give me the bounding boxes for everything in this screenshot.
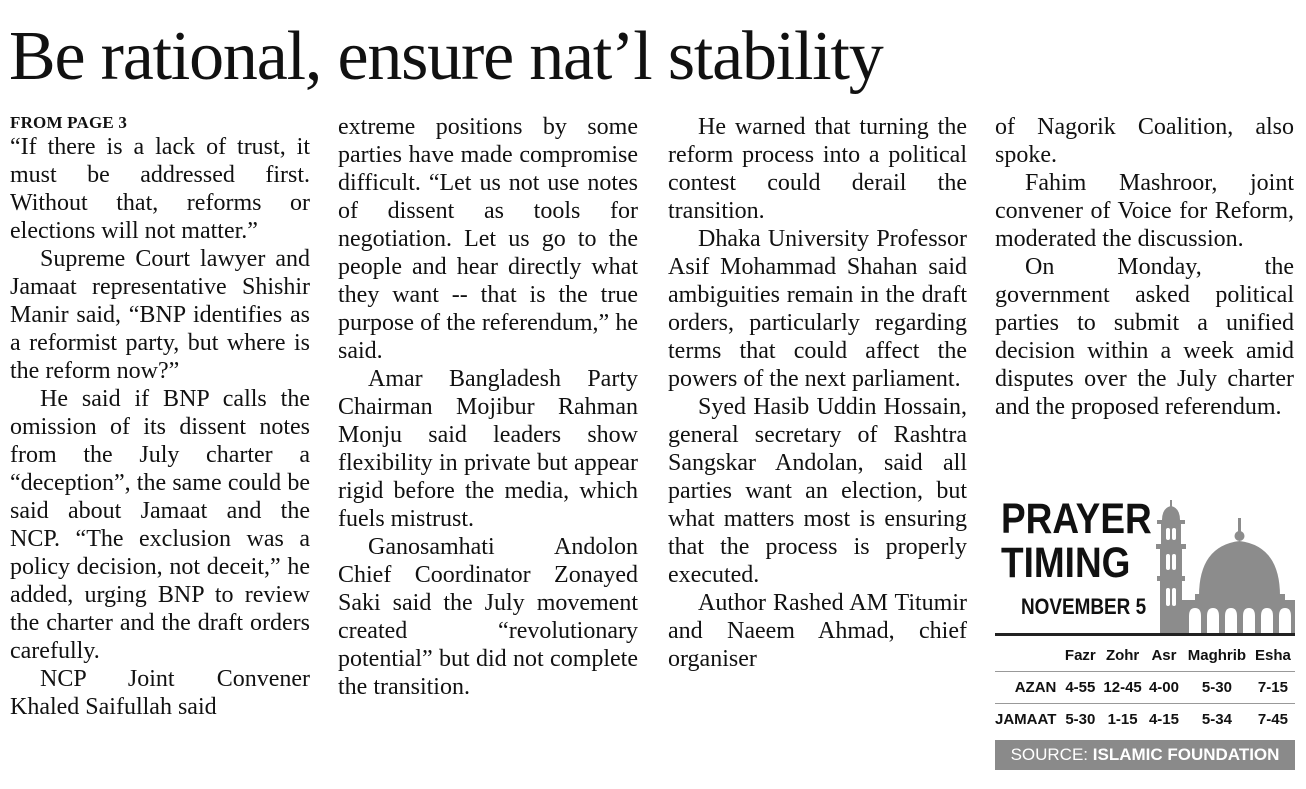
- paragraph: He warned that turning the reform process into a political contest could derail the transition.: [668, 114, 967, 224]
- paragraph: On Monday, the government asked political parties to submit a unified decision within a week amid disputes over the July charter and the proposed referendum.: [995, 254, 1294, 420]
- time-cell: 1-15: [1100, 704, 1145, 736]
- article-column-4: [995, 113, 1294, 421]
- row-label: AZAN: [995, 672, 1060, 704]
- source-prefix: SOURCE:: [1010, 745, 1089, 764]
- mosque-icon: [1145, 496, 1295, 636]
- paragraph: of Nagorik Coalition, also spoke.: [995, 114, 1294, 168]
- paragraph: “If there is a lack of trust, it must be addressed first. Without that, reforms or elections will not matter.”: [10, 134, 310, 244]
- time-cell: 7-45: [1251, 704, 1295, 736]
- column-header: Zohr: [1105, 647, 1140, 664]
- prayer-title-line1: PRAYER: [1001, 495, 1152, 543]
- paragraph: Ganosamhati Andolon Chief Coordinator Zonayed Saki said the July movement created “revolutionary potential” but did not complete the transition.: [338, 534, 638, 700]
- paragraph: Dhaka University Professor Asif Mohammad Shahan said ambiguities remain in the draft orders, particularly regarding terms that could affect the powers of the next parliament.: [668, 226, 967, 392]
- prayer-date: NOVEMBER 5: [1021, 594, 1147, 619]
- time-cell: 5-34: [1183, 704, 1251, 736]
- paragraph: Syed Hasib Uddin Hossain, general secretary of Rashtra Sangskar Andolan, said all parties want an election, but what matters most is ensuring that the process is properly executed.: [668, 394, 967, 588]
- table-top-rule: [995, 633, 1295, 636]
- source-credit: [995, 740, 1295, 770]
- time-cell: 12-45: [1100, 672, 1145, 704]
- paragraph: Author Rashed AM Titumir and Naeem Ahmad, chief organiser: [668, 590, 967, 672]
- time-cell: 7-15: [1251, 672, 1295, 704]
- time-cell: 5-30: [1183, 672, 1251, 704]
- article-column-1: [10, 113, 310, 721]
- headline: Be rational, ensure nat’l stability: [9, 18, 883, 95]
- paragraph: NCP Joint Convener Khaled Saifullah said: [10, 666, 310, 720]
- paragraph: Fahim Mashroor, joint convener of Voice for Reform, moderated the discussion.: [995, 170, 1294, 252]
- source-name: ISLAMIC FOUNDATION: [1092, 745, 1280, 764]
- row-label: JAMAAT: [995, 704, 1060, 736]
- time-cell: 4-15: [1145, 704, 1183, 736]
- column-header: Esha: [1255, 647, 1291, 664]
- article-column-3: [668, 113, 967, 673]
- time-cell: 4-00: [1145, 672, 1183, 704]
- table-header-row: [995, 640, 1295, 672]
- prayer-title-line2: TIMING: [1001, 539, 1131, 587]
- column-header: Asr: [1151, 647, 1177, 664]
- article-column-2: [338, 113, 638, 701]
- paragraph: Supreme Court lawyer and Jamaat representative Shishir Manir said, “BNP identifies as a reformist party, but where is the reform now?”: [10, 246, 310, 384]
- table-row: [995, 672, 1295, 704]
- time-cell: 5-30: [1060, 704, 1100, 736]
- prayer-timing-box: [995, 490, 1295, 780]
- table-row: [995, 704, 1295, 736]
- paragraph: extreme positions by some parties have made compromise difficult. “Let us not use notes of dissent as tools for negotiation. Let us go to the people and hear directly what they want -- that is the true purpose of the referendum,” he said.: [338, 114, 638, 364]
- column-header: Maghrib: [1187, 647, 1247, 664]
- prayer-times-table: [995, 640, 1295, 735]
- paragraph: He said if BNP calls the omission of its dissent notes from the July charter a “deception”, the same could be said about Jamaat and the NCP. “The exclusion was a policy decision, not deceit,” he added, urging BNP to review the charter and the draft orders carefully.: [10, 386, 310, 664]
- table-corner-cell: [995, 640, 1060, 672]
- time-cell: 4-55: [1060, 672, 1100, 704]
- continued-from-kicker: FROM PAGE 3: [10, 113, 128, 132]
- column-header: Fazr: [1064, 647, 1096, 664]
- paragraph: Amar Bangladesh Party Chairman Mojibur Rahman Monju said leaders show flexibility in private but appear rigid before the media, which fuels mistrust.: [338, 366, 638, 532]
